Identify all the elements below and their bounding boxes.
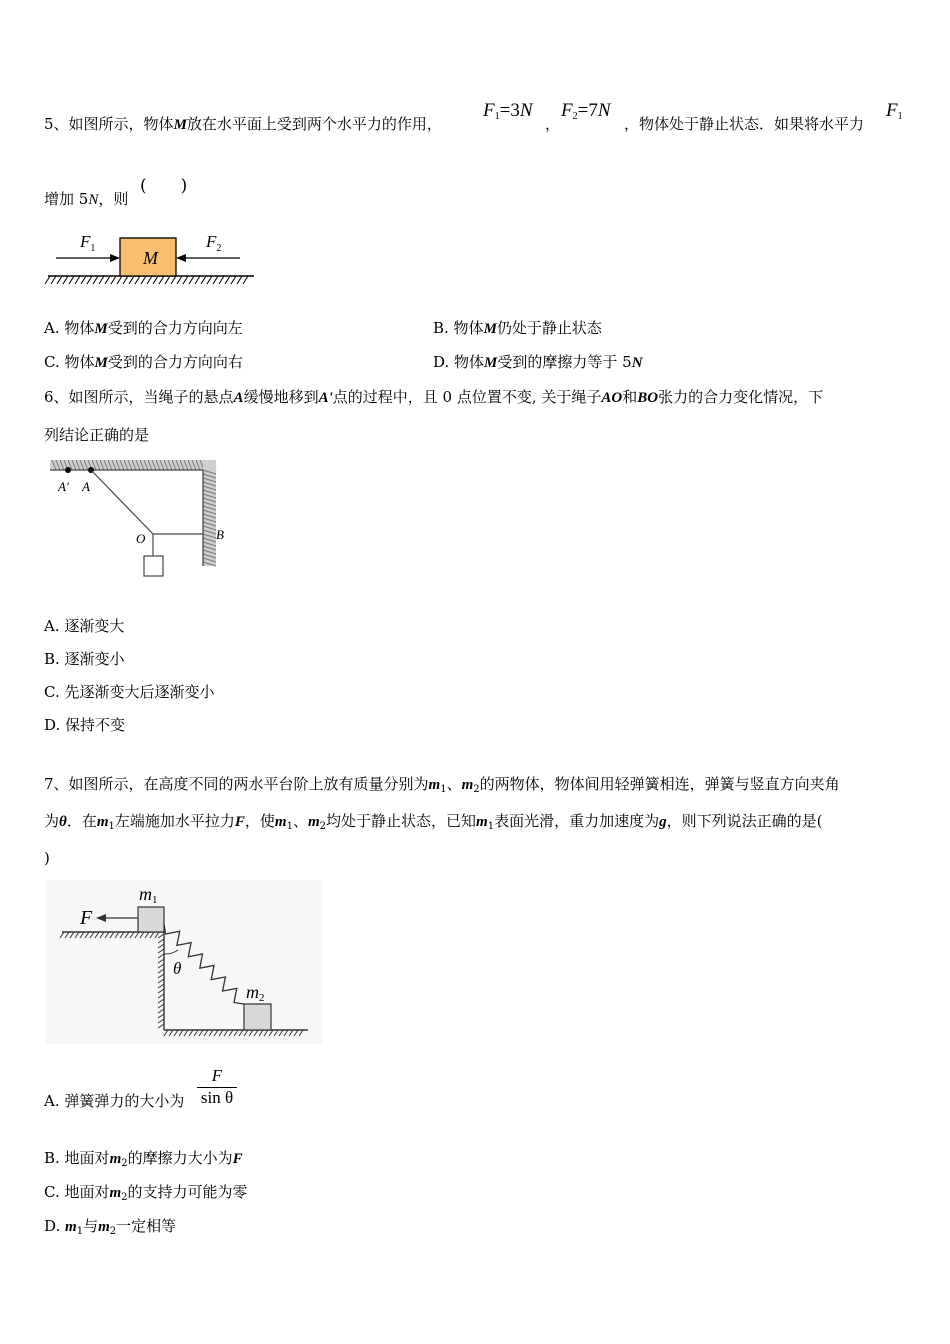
q6-option-d[interactable]: D. 保持不变 <box>44 716 126 734</box>
q5-option-a[interactable]: A. 物体M受到的合力方向向左 <box>44 319 243 337</box>
arrow-right-icon <box>110 254 120 262</box>
fraction-numerator: F <box>197 1066 237 1088</box>
q5-option-c[interactable]: C. 物体M受到的合力方向向右 <box>44 353 243 371</box>
q5-option-b[interactable]: B. 物体M仍处于静止状态 <box>433 319 602 337</box>
ground-hatch <box>45 276 248 284</box>
label-B: B <box>216 527 224 542</box>
q7-option-d[interactable]: D. $m_1$与$m_2$一定相等 <box>44 1217 177 1237</box>
q7-stem-line2: 为θ．在$m_1$左端施加水平拉力F，使$m_1$、$m_2$均处于静止状态，已知$m_1$表面光滑，重力加速度为g，则下列说法正确的是( <box>44 812 823 832</box>
label-O: O <box>136 531 146 546</box>
rope-AO <box>91 470 153 534</box>
var-M: M <box>173 117 187 133</box>
point-A-prime <box>65 467 71 473</box>
q5-option-d[interactable]: D. 物体M受到的摩擦力等于 5N <box>433 353 643 371</box>
f1-label: $F_1$ <box>80 232 96 254</box>
f2-label: $F_2$ <box>206 232 222 254</box>
hanging-weight <box>144 556 163 576</box>
q6-option-c[interactable]: C. 先逐渐变大后逐渐变小 <box>44 683 215 701</box>
arrow-left-icon <box>176 254 186 262</box>
q5-f1-symbol: $F_1$ <box>886 100 903 122</box>
ceiling-hatch <box>50 460 216 470</box>
q7-option-b[interactable]: B. 地面对$m_2$的摩擦力大小为F <box>44 1149 243 1169</box>
q5-stem-line1: 5、如图所示，物体M放在水平面上受到两个水平力的作用， <box>44 115 442 133</box>
q5-f1-equation: $F_1=3N$ <box>483 100 533 122</box>
wall-hatch <box>203 460 216 566</box>
q5-f2-equation: $F_2=7N$ <box>561 100 611 122</box>
label-A: A <box>82 479 90 494</box>
block-M-label: M <box>143 248 158 268</box>
q6-option-b[interactable]: B. 逐渐变小 <box>44 650 125 668</box>
q5-comma: ， <box>545 115 561 133</box>
label-m2: m2 <box>246 982 265 1004</box>
q6-figure <box>48 456 224 582</box>
q5-stem-line2: 增加 5N，则 <box>44 190 129 208</box>
q5-figure <box>44 228 256 290</box>
block-m2 <box>244 1004 271 1030</box>
label-F: F <box>80 907 93 929</box>
label-m1: m1 <box>139 884 158 906</box>
fraction-denominator: sin θ <box>200 1088 234 1107</box>
block-m1 <box>138 907 164 932</box>
q5-answer-paren: ( ) <box>140 176 188 196</box>
label-A-prime: A' <box>58 479 69 494</box>
q7-stem-line3: ) <box>44 849 50 867</box>
q7-figure <box>46 880 322 1044</box>
q6-option-a[interactable]: A. 逐渐变大 <box>44 617 125 635</box>
q6-stem-line1: 6、如图所示，当绳子的悬点A缓慢地移到A'点的过程中，且 0 点位置不变, 关于绳子AO和BO张力的合力变化情况，下 <box>44 388 824 406</box>
q7-option-a[interactable]: A. 弹簧弹力的大小为 <box>44 1092 185 1110</box>
q7-stem-line1: 7、如图所示，在高度不同的两水平台阶上放有质量分别为$m_1$、$m_2$的两物体，物体间用轻弹簧相连，弹簧与竖直方向夹角 <box>44 775 840 795</box>
q7-option-a-fraction <box>197 1066 237 1108</box>
q6-stem-line2: 列结论正确的是 <box>44 426 150 444</box>
q7-option-c[interactable]: C. 地面对$m_2$的支持力可能为零 <box>44 1183 248 1203</box>
label-theta: θ <box>173 959 182 978</box>
q5-stem-line1-end: ，物体处于静止状态．如果将水平力 <box>624 115 865 133</box>
